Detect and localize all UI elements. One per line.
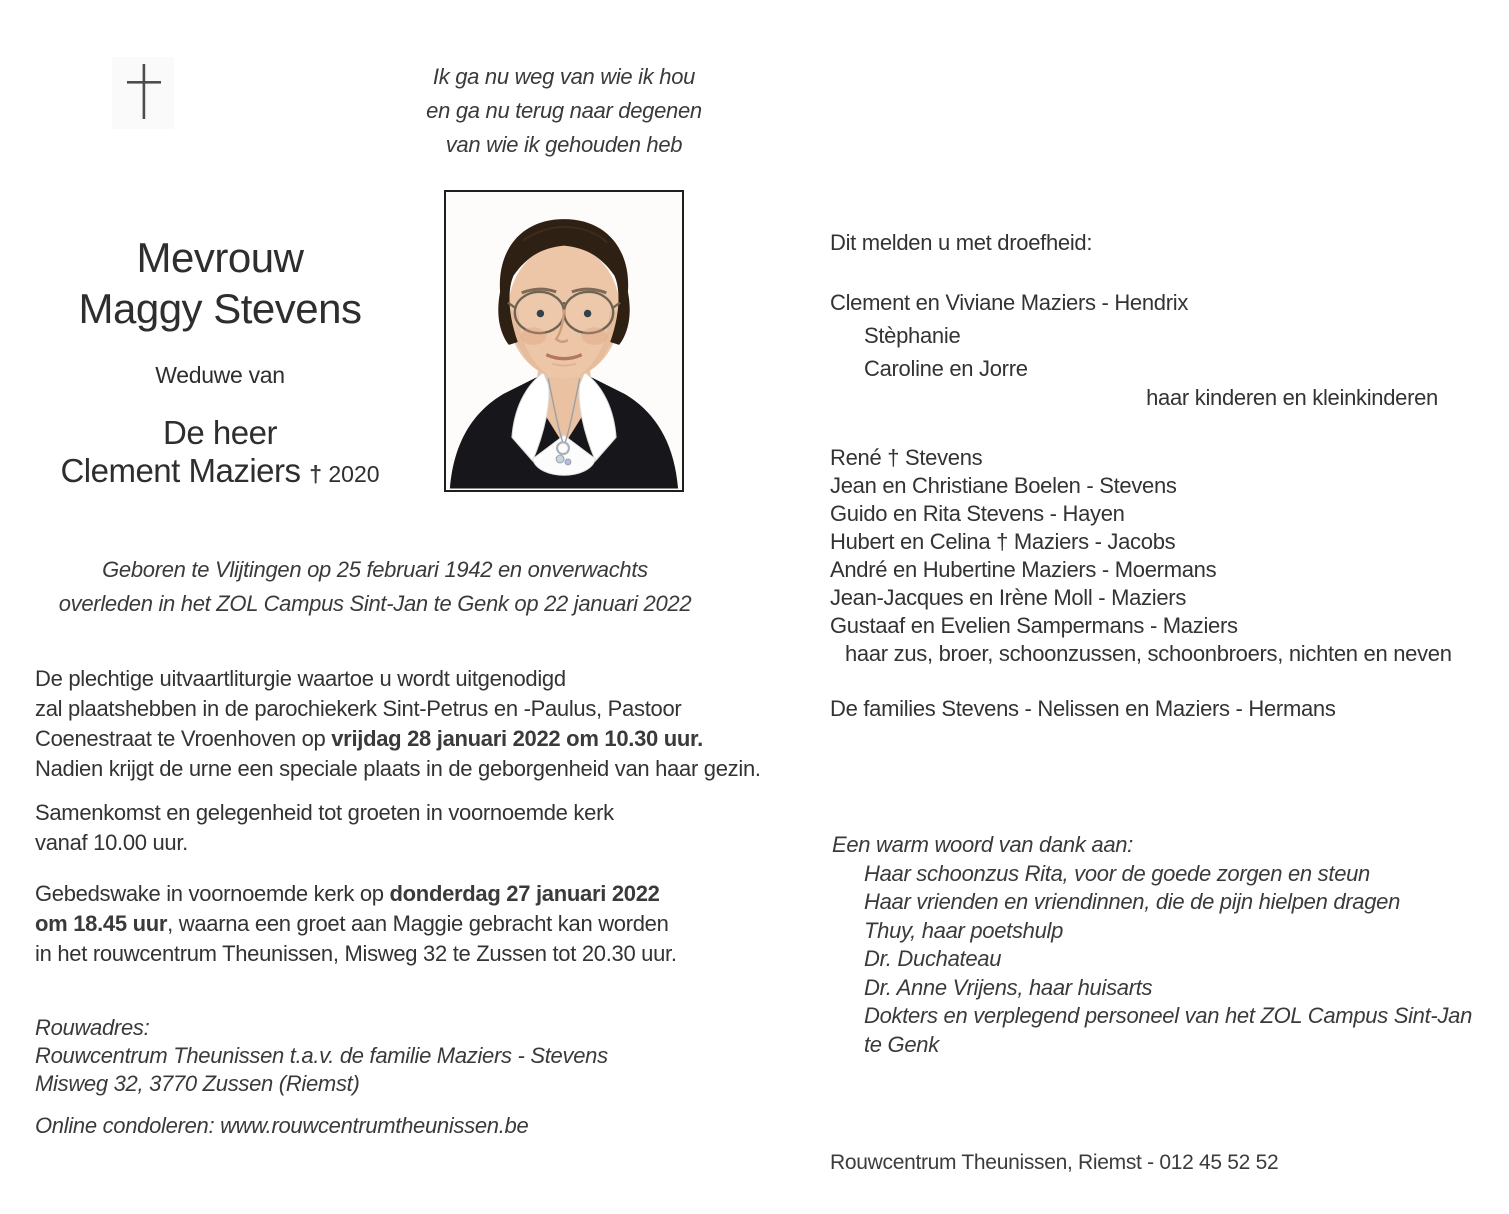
funeral-service-paragraph bbox=[35, 664, 761, 784]
service-line: De plechtige uitvaartliturgie waartoe u wordt uitgenodigd bbox=[35, 666, 566, 691]
deceased-photo bbox=[444, 190, 684, 492]
family-member: André en Hubertine Maziers - Moermans bbox=[830, 557, 1217, 582]
wake-time-bold: om 18.45 uur bbox=[35, 911, 168, 936]
mourning-address-block bbox=[35, 1014, 608, 1098]
thanks-item: Haar vrienden en vriendinnen, die de pijn hielpen dragen bbox=[864, 889, 1401, 914]
family-member: René † Stevens bbox=[830, 445, 983, 470]
opening-poem bbox=[378, 60, 750, 162]
wake-line bbox=[35, 879, 677, 909]
service-line: Nadien krijgt de urne een speciale plaats in de geborgenheid van haar gezin. bbox=[35, 756, 761, 781]
thanks-intro: Een warm woord van dank aan: bbox=[832, 832, 1133, 857]
family-member: Guido en Rita Stevens - Hayen bbox=[830, 501, 1125, 526]
husband-name-line bbox=[18, 452, 422, 493]
gathering-line: vanaf 10.00 uur. bbox=[35, 830, 188, 855]
funeral-home-footer: Rouwcentrum Theunissen, Riemst - 012 45 52 52 bbox=[830, 1151, 1279, 1174]
wake-line: in het rouwcentrum Theunissen, Misweg 32 te Zussen tot 20.30 uur. bbox=[35, 941, 677, 966]
siblings-group bbox=[830, 444, 1452, 668]
children-relation-line: haar kinderen en kleinkinderen bbox=[1146, 385, 1438, 410]
husband-title: De heer bbox=[163, 414, 277, 451]
thanks-block bbox=[832, 831, 1472, 1059]
families-line: De families Stevens - Nelissen en Maziers - Hermans bbox=[830, 696, 1336, 721]
husband-year: 2020 bbox=[328, 461, 380, 487]
family-member: Stèphanie bbox=[864, 323, 961, 348]
mourning-address-label: Rouwadres: bbox=[35, 1015, 150, 1040]
announcement-line: Dit melden u met droefheid: bbox=[830, 230, 1093, 255]
thanks-item: Haar schoonzus Rita, voor de goede zorgen en steun bbox=[864, 860, 1370, 886]
gathering-line: Samenkomst en gelegenheid tot groeten in voornoemde kerk bbox=[35, 800, 614, 825]
gathering-paragraph bbox=[35, 798, 614, 858]
children-group bbox=[830, 286, 1188, 385]
siblings-relation-line: haar zus, broer, schoonzussen, schoonbroers, nichten en neven bbox=[845, 641, 1452, 666]
poem-line: en ga nu terug naar degenen bbox=[426, 98, 702, 123]
husband-dagger: † bbox=[309, 461, 322, 487]
husband-name: Clement Maziers bbox=[60, 452, 301, 489]
family-member: Jean en Christiane Boelen - Stevens bbox=[830, 473, 1177, 498]
family-member: Jean-Jacques en Irène Moll - Maziers bbox=[830, 585, 1187, 610]
birth-death-line: overleden in het ZOL Campus Sint-Jan te Genk op 22 januari 2022 bbox=[58, 591, 692, 616]
online-condolence-line: Online condoleren: www.rouwcentrumtheunissen.be bbox=[35, 1113, 529, 1138]
deceased-name-block bbox=[18, 232, 422, 493]
poem-line: Ik ga nu weg van wie ik hou bbox=[432, 64, 696, 89]
thanks-item: Dokters en verplegend personeel van het ZOL Campus Sint-Jan bbox=[864, 1003, 1473, 1028]
latin-cross-icon bbox=[125, 62, 163, 127]
thanks-item: Dr. Duchateau bbox=[864, 946, 1002, 971]
thanks-item: Dr. Anne Vrijens, haar huisarts bbox=[864, 974, 1153, 1000]
deceased-title: Mevrouw bbox=[136, 234, 304, 281]
wake-line-normal: , waarna een groet aan Maggie gebracht kan worden bbox=[167, 911, 669, 936]
service-date-bold: vrijdag 28 januari 2022 om 10.30 uur. bbox=[331, 726, 703, 751]
thanks-item: Thuy, haar poetshulp bbox=[864, 917, 1064, 943]
family-member: Clement en Viviane Maziers - Hendrix bbox=[830, 290, 1189, 315]
family-member: Caroline en Jorre bbox=[864, 356, 1028, 381]
family-member: Gustaaf en Evelien Sampermans - Maziers bbox=[830, 613, 1238, 638]
service-line bbox=[35, 724, 761, 754]
mourning-address-line: Rouwcentrum Theunissen t.a.v. de familie Maziers - Stevens bbox=[35, 1043, 608, 1068]
wake-paragraph bbox=[35, 879, 677, 969]
family-member: Hubert en Celina † Maziers - Jacobs bbox=[830, 529, 1176, 554]
birth-death-statement bbox=[22, 553, 728, 621]
widow-label: Weduwe van bbox=[155, 362, 285, 388]
thanks-item: te Genk bbox=[864, 1031, 939, 1057]
wake-line bbox=[35, 909, 677, 939]
mourning-address-line: Misweg 32, 3770 Zussen (Riemst) bbox=[35, 1071, 360, 1096]
service-line: zal plaatshebben in de parochiekerk Sint-Petrus en -Paulus, Pastoor bbox=[35, 696, 682, 721]
deceased-name: Maggy Stevens bbox=[78, 285, 362, 332]
service-line-normal: Coenestraat te Vroenhoven op bbox=[35, 726, 332, 751]
poem-line: van wie ik gehouden heb bbox=[445, 132, 683, 157]
wake-line-normal: Gebedswake in voornoemde kerk op bbox=[35, 881, 390, 906]
wake-date-bold: donderdag 27 januari 2022 bbox=[389, 881, 660, 906]
birth-death-line: Geboren te Vlijtingen op 25 februari 1942 en onverwachts bbox=[102, 557, 648, 582]
